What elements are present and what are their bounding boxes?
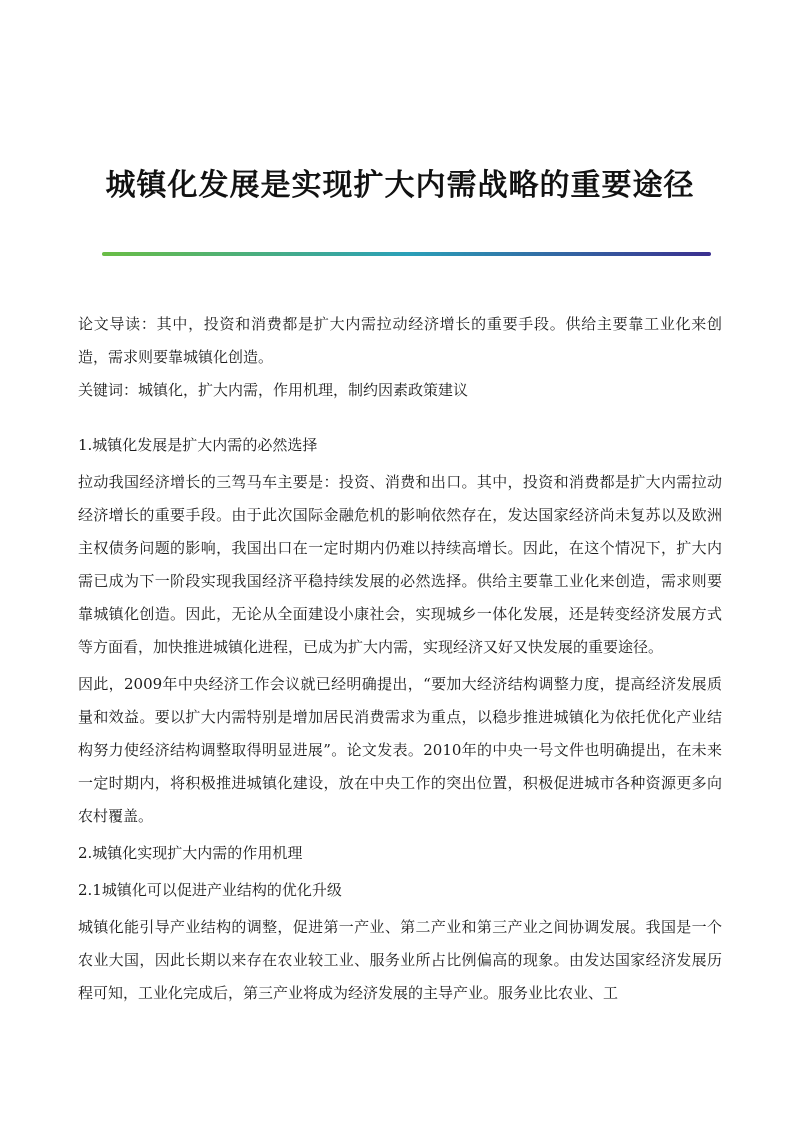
document-title: 城镇化发展是实现扩大内需战略的重要途径 (105, 168, 695, 203)
section-2-1-paragraph-1: 城镇化能引导产业结构的调整，促进第一产业、第二产业和第三产业之间协调发展。我国是一个农业大国，因此长期以来存在农业较工业、服务业所占比例偏高的现象。由发达国家经济发展历程可知，工业化完成后，第三产业将成为经济发展的主导产业。服务业比农业、工 (78, 918, 722, 1002)
title-divider (102, 252, 711, 256)
document-body (78, 308, 722, 1010)
section-2-heading: 2.城镇化实现扩大内需的作用机理 (78, 844, 303, 862)
section-2-1-heading: 2.1城镇化可以促进产业结构的优化升级 (78, 881, 342, 899)
section-1-paragraph-2: 因此，2009年中央经济工作会议就已经明确提出，“要加大经济结构调整力度，提高经济发展质量和效益。要以扩大内需特别是增加居民消费需求为重点，以稳步推进城镇化为依托优化产业结构努力使经济结构调整取得明显进展”。论文发表。2010年的中央一号文件也明确提出，在未来一定时期内，将积极推进城镇化建设，放在中央工作的突出位置，积极促进城市各种资源更多向农村覆盖。 (78, 675, 722, 825)
section-1-heading: 1.城镇化发展是扩大内需的必然选择 (78, 436, 318, 454)
intro-paragraph: 论文导读：其中，投资和消费都是扩大内需拉动经济增长的重要手段。供给主要靠工业化来创造，需求则要靠城镇化创造。 (78, 315, 722, 366)
section-1-paragraph-1: 拉动我国经济增长的三驾马车主要是：投资、消费和出口。其中，投资和消费都是扩大内需拉动经济增长的重要手段。由于此次国际金融危机的影响依然存在，发达国家经济尚未复苏以及欧洲主权债务问题的影响，我国出口在一定时期内仍难以持续高增长。因此，在这个情况下，扩大内需已成为下一阶段实现我国经济平稳持续发展的必然选择。供给主要靠工业化来创造，需求则要靠城镇化创造。因此，无论从全面建设小康社会，实现城乡一体化发展，还是转变经济发展方式等方面看，加快推进城镇化进程，已成为扩大内需，实现经济又好又快发展的重要途径。 (78, 473, 722, 656)
keywords-line: 关键词：城镇化，扩大内需，作用机理，制约因素政策建议 (78, 381, 469, 399)
